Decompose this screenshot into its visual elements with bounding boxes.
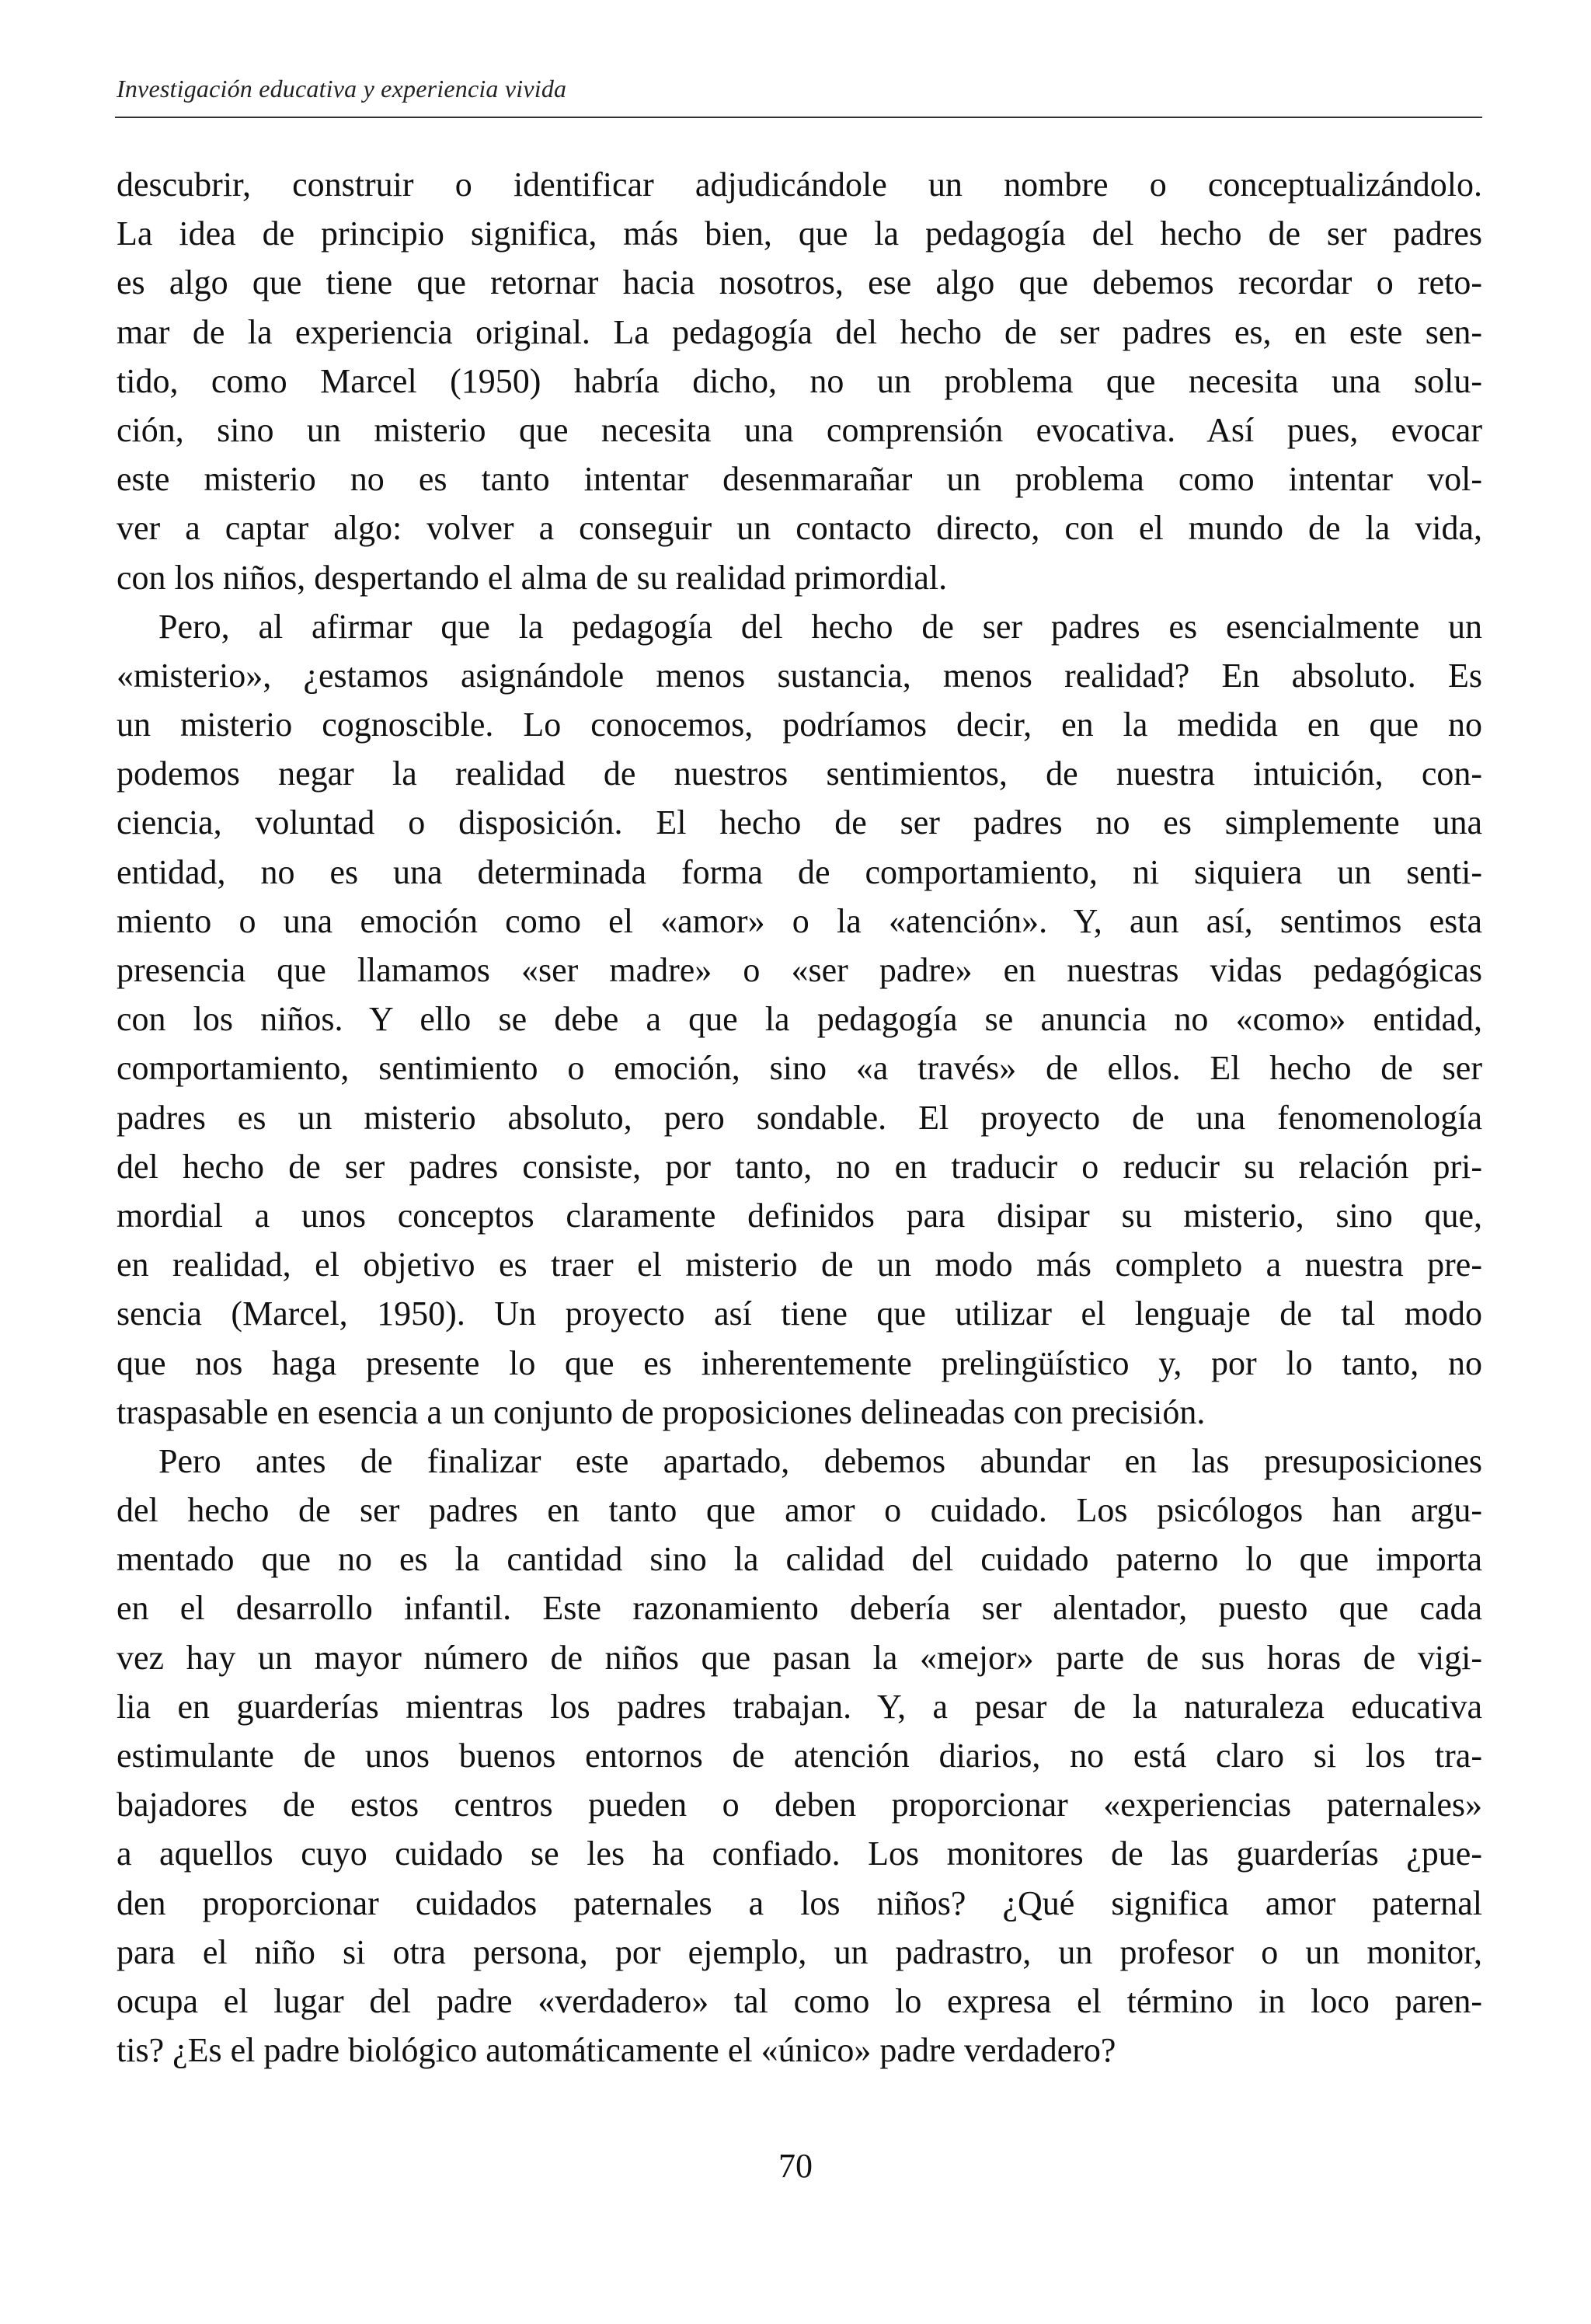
text-line: presencia que llamamos «ser madre» o «ser padre» en nuestras vidas pedagógicas: [117, 951, 1482, 989]
text-line: en realidad, el objetivo es traer el misterio de un modo más completo a nuestra pre-: [117, 1246, 1482, 1284]
text-line: Pero, al afirmar que la pedagogía del hecho de ser padres es esencialmente un: [158, 607, 1482, 646]
text-line: «misterio», ¿estamos asignándole menos sustancia, menos realidad? En absoluto. Es: [117, 656, 1482, 695]
text-line: podemos negar la realidad de nuestros sentimientos, de nuestra intuición, con-: [117, 754, 1482, 793]
text-line: con los niños. Y ello se debe a que la pedagogía se anuncia no «como» entidad,: [117, 1000, 1482, 1039]
text-line: mar de la experiencia original. La pedagogía del hecho de ser padres es, en este sen-: [117, 312, 1482, 351]
text-line: tido, como Marcel (1950) habría dicho, no un problema que necesita una solu-: [117, 361, 1482, 400]
text-line: miento o una emoción como el «amor» o la «atención». Y, aun así, sentimos esta: [117, 901, 1482, 940]
text-line: ver a captar algo: volver a conseguir un contacto directo, con el mundo de la vida,: [117, 509, 1482, 548]
text-line: ciencia, voluntad o disposición. El hecho de ser padres no es simplemente una: [117, 803, 1482, 842]
paragraph-1: [117, 160, 1482, 602]
text-line: La idea de principio significa, más bien, que la pedagogía del hecho de ser padres: [117, 214, 1482, 253]
text-line: a aquellos cuyo cuidado se les ha confiado. Los monitores de las guarderías ¿pue-: [117, 1834, 1482, 1873]
text-line: comportamiento, sentimiento o emoción, sino «a través» de ellos. El hecho de ser: [117, 1049, 1482, 1088]
text-line: sencia (Marcel, 1950). Un proyecto así tiene que utilizar el lenguaje de tal modo: [117, 1294, 1482, 1333]
text-line: del hecho de ser padres consiste, por tanto, no en traducir o reducir su relación pri-: [117, 1147, 1482, 1186]
text-line: tis? ¿Es el padre biológico automáticamente el «único» padre verdadero?: [117, 2031, 1116, 2070]
text-line: que nos haga presente lo que es inherentemente prelingüístico y, por lo tanto, no: [117, 1343, 1482, 1382]
text-line: mordial a unos conceptos claramente definidos para disipar su misterio, sino que,: [117, 1196, 1482, 1235]
text-line: mentado que no es la cantidad sino la calidad del cuidado paterno lo que importa: [117, 1540, 1482, 1579]
text-line: padres es un misterio absoluto, pero sondable. El proyecto de una fenomenología: [117, 1098, 1482, 1137]
paragraph-3: [117, 1437, 1482, 2075]
text-line: vez hay un mayor número de niños que pasan la «mejor» parte de sus horas de vigi-: [117, 1638, 1482, 1677]
text-line: bajadores de estos centros pueden o deben proporcionar «experiencias paternales»: [117, 1786, 1482, 1824]
text-line: un misterio cognoscible. Lo conocemos, podríamos decir, en la medida en que no: [117, 706, 1482, 744]
text-line: Pero antes de finalizar este apartado, debemos abundar en las presuposiciones: [158, 1441, 1482, 1480]
header-rule: [115, 117, 1482, 118]
text-line: lia en guarderías mientras los padres trabajan. Y, a pesar de la naturaleza educativa: [117, 1687, 1482, 1726]
text-line: descubrir, construir o identificar adjudicándole un nombre o conceptualizándolo.: [117, 166, 1482, 204]
text-line: en el desarrollo infantil. Este razonamiento debería ser alentador, puesto que cada: [117, 1589, 1482, 1628]
text-line: estimulante de unos buenos entornos de atención diarios, no está claro si los tra-: [117, 1737, 1482, 1775]
text-line: den proporcionar cuidados paternales a los niños? ¿Qué significa amor paternal: [117, 1883, 1482, 1922]
text-line: entidad, no es una determinada forma de comportamiento, ni siquiera un senti-: [117, 852, 1482, 891]
body-text: [117, 160, 1482, 2075]
text-line: del hecho de ser padres en tanto que amor o cuidado. Los psicólogos han argu-: [117, 1491, 1482, 1530]
text-line: este misterio no es tanto intentar desenmarañar un problema como intentar vol-: [117, 460, 1482, 499]
paragraph-2: [117, 602, 1482, 1437]
text-line: traspasable en esencia a un conjunto de proposiciones delineadas con precisión.: [117, 1392, 1206, 1431]
running-head: Investigación educativa y experiencia vivida: [117, 75, 567, 103]
text-line: es algo que tiene que retornar hacia nosotros, ese algo que debemos recordar o reto-: [117, 263, 1482, 302]
text-line: con los niños, despertando el alma de su realidad primordial.: [117, 558, 948, 597]
text-line: ción, sino un misterio que necesita una comprensión evocativa. Así pues, evocar: [117, 410, 1482, 449]
text-line: para el niño si otra persona, por ejemplo, un padrastro, un profesor o un monitor,: [117, 1932, 1482, 1971]
text-line: ocupa el lugar del padre «verdadero» tal como lo expresa el término in loco paren-: [117, 1981, 1482, 2020]
page-number: 70: [778, 2147, 813, 2185]
